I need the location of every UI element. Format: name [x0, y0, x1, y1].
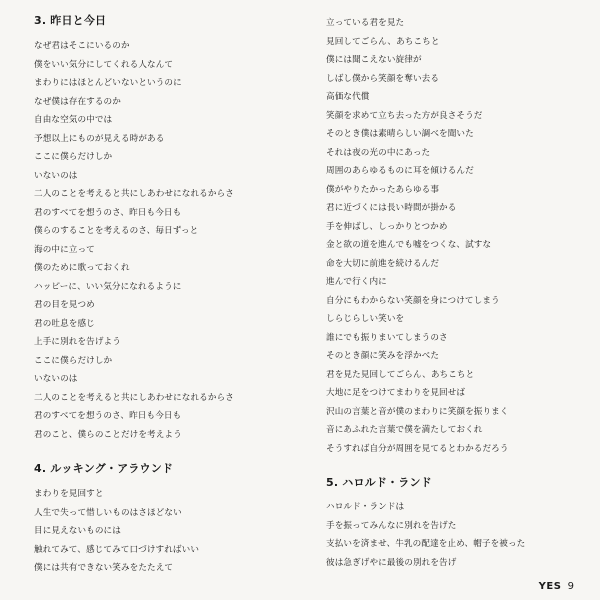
lyric-line: 笑顔を求めて立ち去った方が良さそうだ [326, 110, 483, 121]
lyric-line: 二人のことを考えると共にしあわせになれるからさ [34, 392, 234, 403]
page-footer [539, 581, 574, 592]
lyric-line: 上手に別れを告げよう [34, 337, 121, 347]
lyric-line: そうすれば自分が周囲を見てるとわかるだろう [326, 443, 509, 454]
lyric-line: 僕をいい気分にしてくれる人なんて [34, 59, 174, 70]
lyric-line: 大地に足をつけてまわりを見回せば [326, 388, 466, 398]
lyric-line: 進んで行く内に [326, 277, 387, 287]
lyric-line: ハッピーに、いい気分になれるように [34, 281, 182, 292]
lyric-line: 金と欲の道を進んでも嘘をつくな、試すな [326, 240, 492, 250]
lyric-line: まわりにはほとんどいないというのに [34, 78, 182, 88]
lyric-line: 目に見えないものには [34, 526, 121, 536]
lyric-line: 僕がやりたかったあらゆる事 [326, 184, 440, 195]
lyric-line: 僕には共有できない笑みをたたえて [34, 563, 174, 573]
lyric-line: 彼は急ぎげやに最後の別れを告げ [326, 557, 457, 568]
lyric-line: 触れてみて、感じてみて口づけすればいい [34, 544, 200, 555]
lyric-line: しらじらしい笑いを [326, 314, 405, 324]
lyric-line: 僕のために歌っておくれ [34, 263, 130, 273]
lyric-line: いないのは [34, 374, 78, 384]
lyric-line: 二人のことを考えると共にしあわせになれるからさ [34, 189, 234, 199]
lyric-line: 手を振ってみんなに別れを告げた [326, 520, 457, 531]
lyric-line: 自由な空気の中では [34, 115, 113, 125]
lyric-line: 君に近づくには長い時間が掛かる [326, 203, 457, 213]
lyric-line: 周囲のあらゆるものに耳を傾けるんだ [326, 166, 474, 176]
song-title: 4. ルッキング・アラウンド [34, 462, 174, 475]
lyric-line: しばし僕から笑顔を奪い去る [326, 73, 440, 84]
song-title: 3. 昨日と今日 [34, 14, 107, 27]
lyric-line: 人生で失って惜しいものはさほどない [34, 507, 182, 518]
lyric-line: いないのは [34, 170, 78, 181]
lyric-line: 誰にでも振りまいてしまうのさ [326, 332, 448, 343]
song-title: 5. ハロルド・ランド [326, 476, 432, 489]
lyric-line: 高価な代償 [326, 92, 370, 102]
page-number: 9 [567, 581, 574, 592]
lyric-line: なぜ君はそこにいるのか [34, 41, 130, 51]
lyric-line: 命を大切に前進を続けるんだ [326, 258, 440, 269]
lyric-line: ここに僕らだけしか [34, 355, 113, 366]
lyric-line: ここに僕らだけしか [34, 152, 113, 162]
lyric-line: 君の吐息を感じ [34, 318, 95, 329]
lyric-line: まわりを見回すと [34, 489, 104, 499]
lyric-line: ハロルド・ランドは [326, 502, 405, 512]
lyric-line: 自分にもわからない笑顔を身につけてしまう [326, 295, 500, 306]
lyric-line: 君のこと、僕らのことだけを考えよう [34, 429, 182, 440]
lyric-line: 手を伸ばし、しっかりとつかめ [326, 221, 448, 232]
lyric-line: 君のすべてを想うのさ、昨日も今日も [34, 207, 182, 218]
lyric-line: それは夜の光の中にあった [326, 147, 431, 158]
lyric-line: そのとき顔に笑みを浮かべた [326, 351, 440, 361]
lyric-line: 海の中に立って [34, 244, 95, 255]
lyric-line: 音にあふれた言葉で僕を満たしておくれ [326, 425, 483, 435]
lyric-line: 君の目を見つめ [34, 300, 95, 310]
lyric-line: なぜ僕は存在するのか [34, 96, 121, 107]
lyric-line: 立っている君を見た [326, 18, 405, 28]
lyric-line: 君を見た見回してごらん、あちこちと [326, 369, 475, 380]
lyric-line: 僕には聞こえない旋律が [326, 55, 422, 65]
lyric-line: 見回してごらん、あちこちと [326, 36, 440, 47]
lyric-line: 沢山の言葉と音が僕のまわりに笑顔を振りまく [326, 406, 509, 417]
lyric-line: 君のすべてを想うのさ、昨日も今日も [34, 411, 182, 421]
lyric-line: 僕らのすることを考えるのさ、毎日ずっと [34, 226, 199, 236]
lyric-line: 支払いを済ませ、牛乳の配達を止め、帽子を被った [326, 539, 526, 549]
footer-label: YES [538, 581, 562, 592]
lyric-line: そのとき僕は素晴らしい調べを聞いた [326, 129, 474, 139]
lyric-line: 予想以上にものが見える時がある [34, 133, 165, 144]
